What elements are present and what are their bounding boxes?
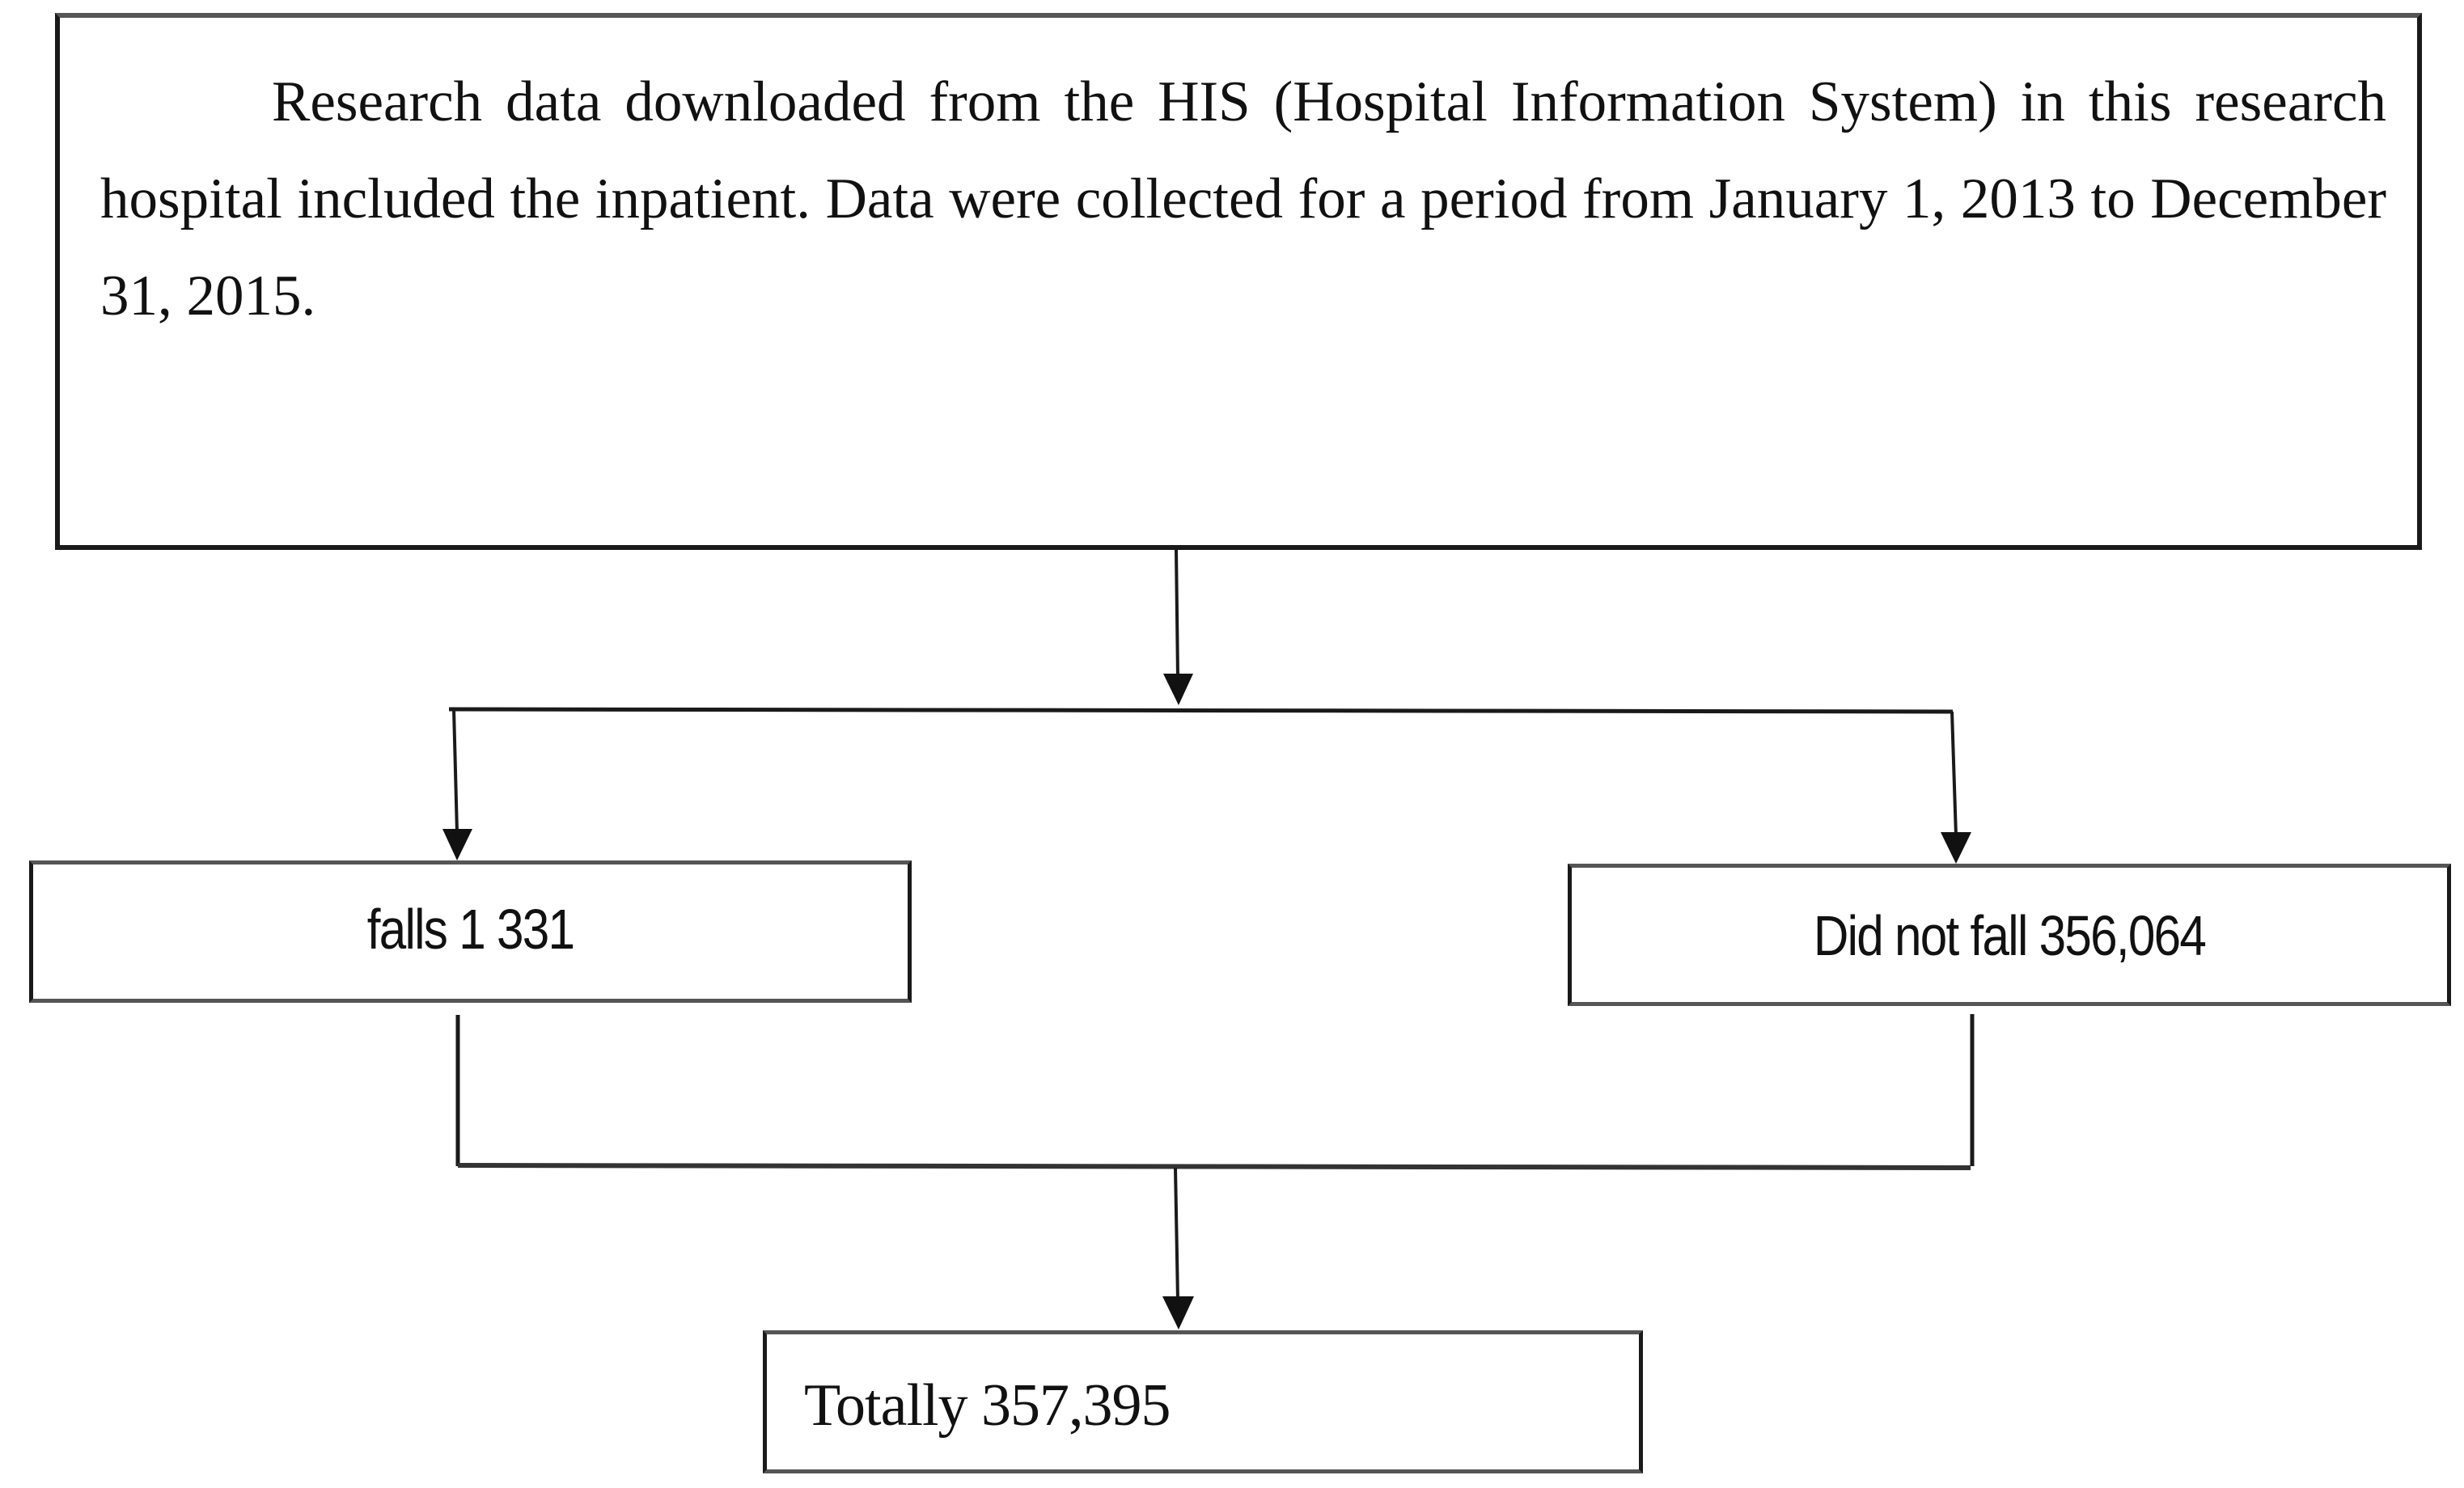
arrow-source-to-branch [1163,550,1193,705]
arrow-to-total [1162,1168,1194,1329]
data-source-box [55,13,2422,550]
falls-box [29,860,912,1003]
total-box [763,1330,1643,1473]
arrowhead-icon [1941,832,1971,864]
did-not-fall-box [1568,864,2451,1006]
arrow-to-no-fall [1941,712,1971,864]
merge-line [458,1165,1971,1168]
did-not-fall-count-label: Did not fall 356,064 [1813,904,2206,967]
branch-line [449,709,1953,712]
arrowhead-icon [1162,1296,1194,1329]
data-source-description: Research data downloaded from the HIS (Hospital Information System) in this research hospital included the inpatient. Data were collected for a period from January 1, 2013 to December 31, 2015. [100,70,2386,328]
arrow-to-falls [442,709,472,860]
total-count-label: Totally 357,395 [804,1372,1171,1439]
falls-count-label: falls 1 331 [366,898,574,961]
arrowhead-icon [1163,674,1193,705]
arrowhead-icon [442,829,472,860]
